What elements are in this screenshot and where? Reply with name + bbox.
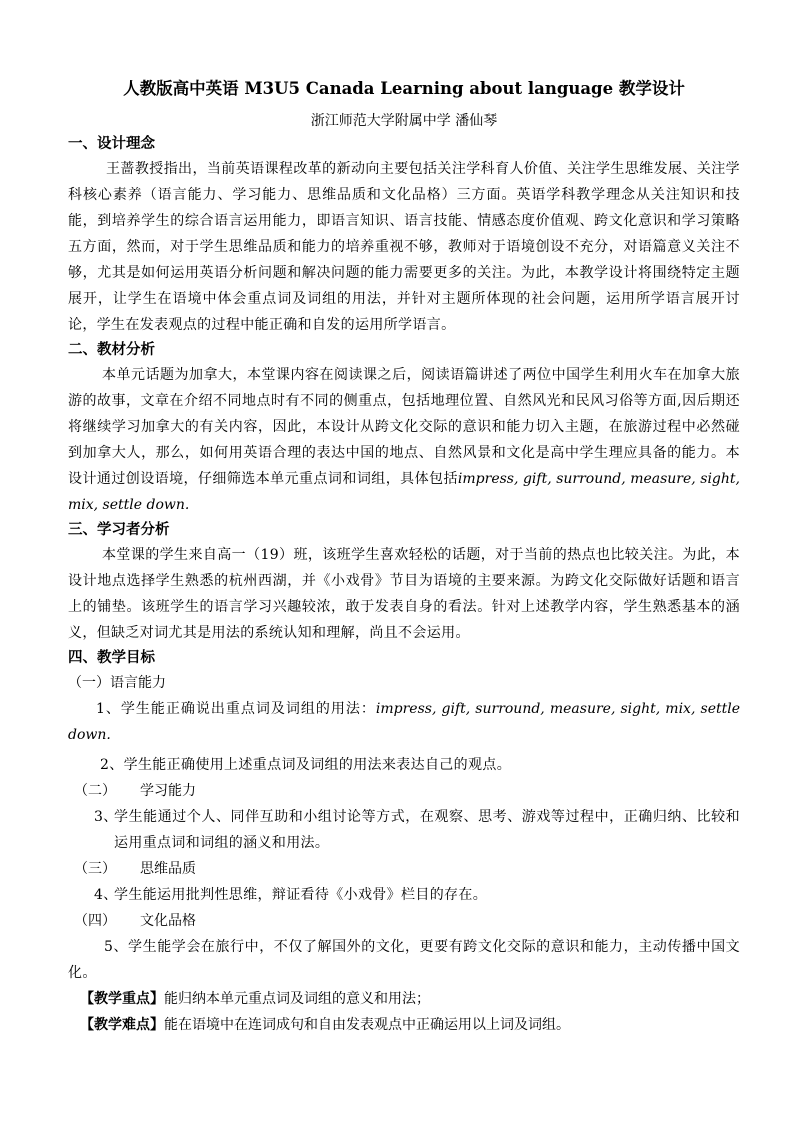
subheading-learning-ability-text: 学习能力	[140, 783, 196, 799]
section-body-learner-analysis: 本堂课的学生来自高一（19）班，该班学生喜欢轻松的话题，对于当前的热点也比较关注。为此，本设计地点选择学生熟悉的杭州西湖，并《小戏骨》节目为语境的主要来源。为跨文化交际做好话题和语言上的铺垫。该班学生的语言学习兴趣较浓，敢于发表自身的看法。针对上述教学内容，学生熟悉基本的涵义，但缺乏对词尤其是用法的系统认知和理解，尚且不会运用。	[68, 547, 740, 641]
teaching-difficulty	[68, 1012, 740, 1038]
document-page	[68, 76, 740, 1038]
document-title: 人教版高中英语 M3U5 Canada Learning about language 教学设计	[123, 79, 685, 98]
subheading-language-ability: （一）语言能力	[68, 675, 166, 691]
objective-5: 5、学生能学会在旅行中，不仅了解国外的文化，更要有跨文化交际的意识和能力，主动传播中国文化。	[68, 939, 740, 981]
objective-4	[68, 882, 740, 908]
teaching-difficulty-text: 能在语境中在连词成句和自由发表观点中正确运用以上词及词组。	[164, 1017, 570, 1033]
key-words-list: impress, gift, surround, measure, sight, mix, settle down.	[68, 471, 740, 513]
objective-4-number: 4、	[94, 887, 118, 903]
textbook-analysis-text: 本单元话题为加拿大，本堂课内容在阅读课之后，阅读语篇讲述了两位中国学生利用火车在加拿大旅游的故事，文章在介绍不同地点时有不同的侧重点，包括地理位置、自然风光和民风习俗等方面,因后期还将继续学习加拿大的有关内容，因此，本设计从跨文化交际的意识和能力切入主题，在旅游过程中必然碰到加拿大人，那么，如何用英语合理的表达中国的地点、自然风景和文化是高中学生理应具备的能力。本设计通过创设语境，仔细筛选本单元重点词和词组，具体包括	[68, 367, 740, 487]
subheading-cultural-character-text: 文化品格	[140, 913, 196, 929]
section-body-design-concept: 王蔷教授指出，当前英语课程改革的新动向主要包括关注学科育人价值、关注学生思维发展、关注学科核心素养（语言能力、学习能力、思维品质和文化品格）三方面。英语学科教学理念从关注知识和技能，到培养学生的综合语言运用能力，即语言知识、语言技能、情感态度价值观、跨文化意识和学习策略五方面，然而，对于学生思维品质和能力的培养重视不够，教师对于语境创设不充分，对语篇意义关注不够，尤其是如何运用英语分析问题和解决问题的能力需要更多的关注。为此，本教学设计将围绕特定主题展开，让学生在语境中体会重点词及词组的用法，并针对主题所体现的社会问题，运用所学语言展开讨论，学生在发表观点的过程中能正确和自发的运用所学语言。	[68, 161, 740, 333]
objective-4-text: 学生能运用批判性思维，辩证看待《小戏骨》栏目的存在。	[114, 887, 488, 903]
section-heading-learner-analysis: 三、学习者分析	[68, 522, 170, 538]
objective-1-text: 1、学生能正确说出重点词及词组的用法：	[96, 701, 376, 717]
objective-3-number: 3、	[94, 809, 118, 825]
subheading-thinking-quality	[68, 856, 740, 882]
subheading-learning-ability-label: （二）	[74, 783, 116, 799]
teaching-key-point-label: 【教学重点】	[80, 991, 164, 1007]
subheading-cultural-character	[68, 908, 740, 934]
teaching-key-point	[68, 986, 740, 1012]
subheading-cultural-character-label: （四）	[74, 913, 116, 929]
section-body-textbook-analysis	[68, 362, 740, 518]
objective-3-text: 学生能通过个人、同伴互助和小组讨论等方式，在观察、思考、游戏等过程中，正确归纳、比较和运用重点词和词组的涵义和用法。	[114, 809, 740, 851]
section-heading-textbook-analysis: 二、教材分析	[68, 342, 155, 358]
objective-3	[68, 804, 740, 856]
teaching-key-point-text: 能归纳本单元重点词及词组的意义和用法；	[164, 991, 430, 1007]
objective-1-words: impress, gift, surround, measure, sight, mix, settle down.	[68, 701, 740, 743]
section-heading-teaching-objectives: 四、教学目标	[68, 650, 155, 666]
subheading-learning-ability	[68, 778, 740, 804]
subheading-thinking-quality-text: 思维品质	[140, 861, 196, 877]
teaching-difficulty-label: 【教学难点】	[80, 1017, 164, 1033]
objective-1	[68, 696, 740, 748]
objective-2: 2、学生能正确使用上述重点词及词组的用法来表达自己的观点。	[100, 757, 512, 773]
section-heading-design-concept: 一、设计理念	[68, 136, 155, 152]
subheading-thinking-quality-label: （三）	[74, 861, 116, 877]
document-author: 浙江师范大学附属中学 潘仙琴	[310, 113, 498, 129]
